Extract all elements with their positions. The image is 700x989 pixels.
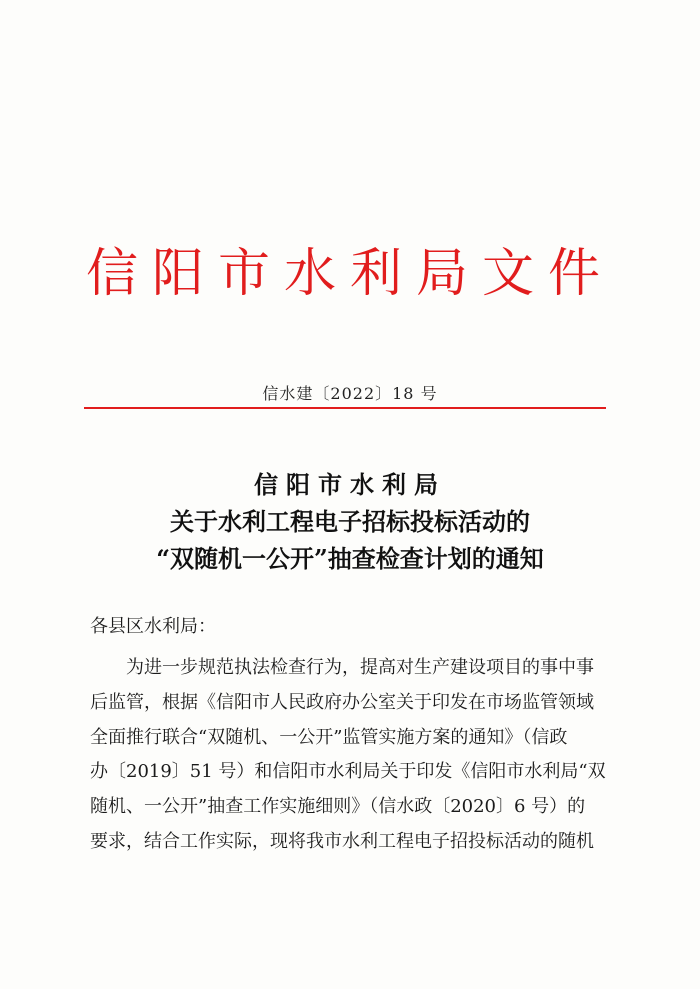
title-line-3: “双随机一公开”抽查检查计划的通知	[156, 544, 544, 573]
document-number: 信水建〔2022〕18 号	[262, 384, 438, 403]
body-line: 为进一步规范执法检查行为，提高对生产建设项目的事中事	[126, 657, 594, 678]
body-line: 要求，结合工作实际，现将我市水利工程电子招投标活动的随机	[90, 830, 594, 852]
title-line-1: 信阳市水利局	[254, 470, 446, 499]
document-title	[0, 466, 700, 577]
body-line: 全面推行联合“双随机、一公开”监管实施方案的通知》（信政	[90, 726, 568, 748]
body-line: 后监管，根据《信阳市人民政府办公室关于印发在市场监管领域	[90, 691, 594, 713]
body-line: 办〔2019〕51 号）和信阳市水利局关于印发《信阳市水利局“双	[90, 761, 606, 783]
body-paragraph	[90, 651, 612, 860]
red-divider	[84, 407, 606, 409]
salutation: 各县区水利局：	[90, 616, 216, 637]
body-line: 随机、一公开”抽查工作实施细则》（信水政〔2020〕6 号）的	[90, 796, 586, 818]
agency-header-title: 信阳市水利局文件	[85, 244, 614, 304]
title-line-2: 关于水利工程电子招标投标活动的	[170, 507, 530, 536]
